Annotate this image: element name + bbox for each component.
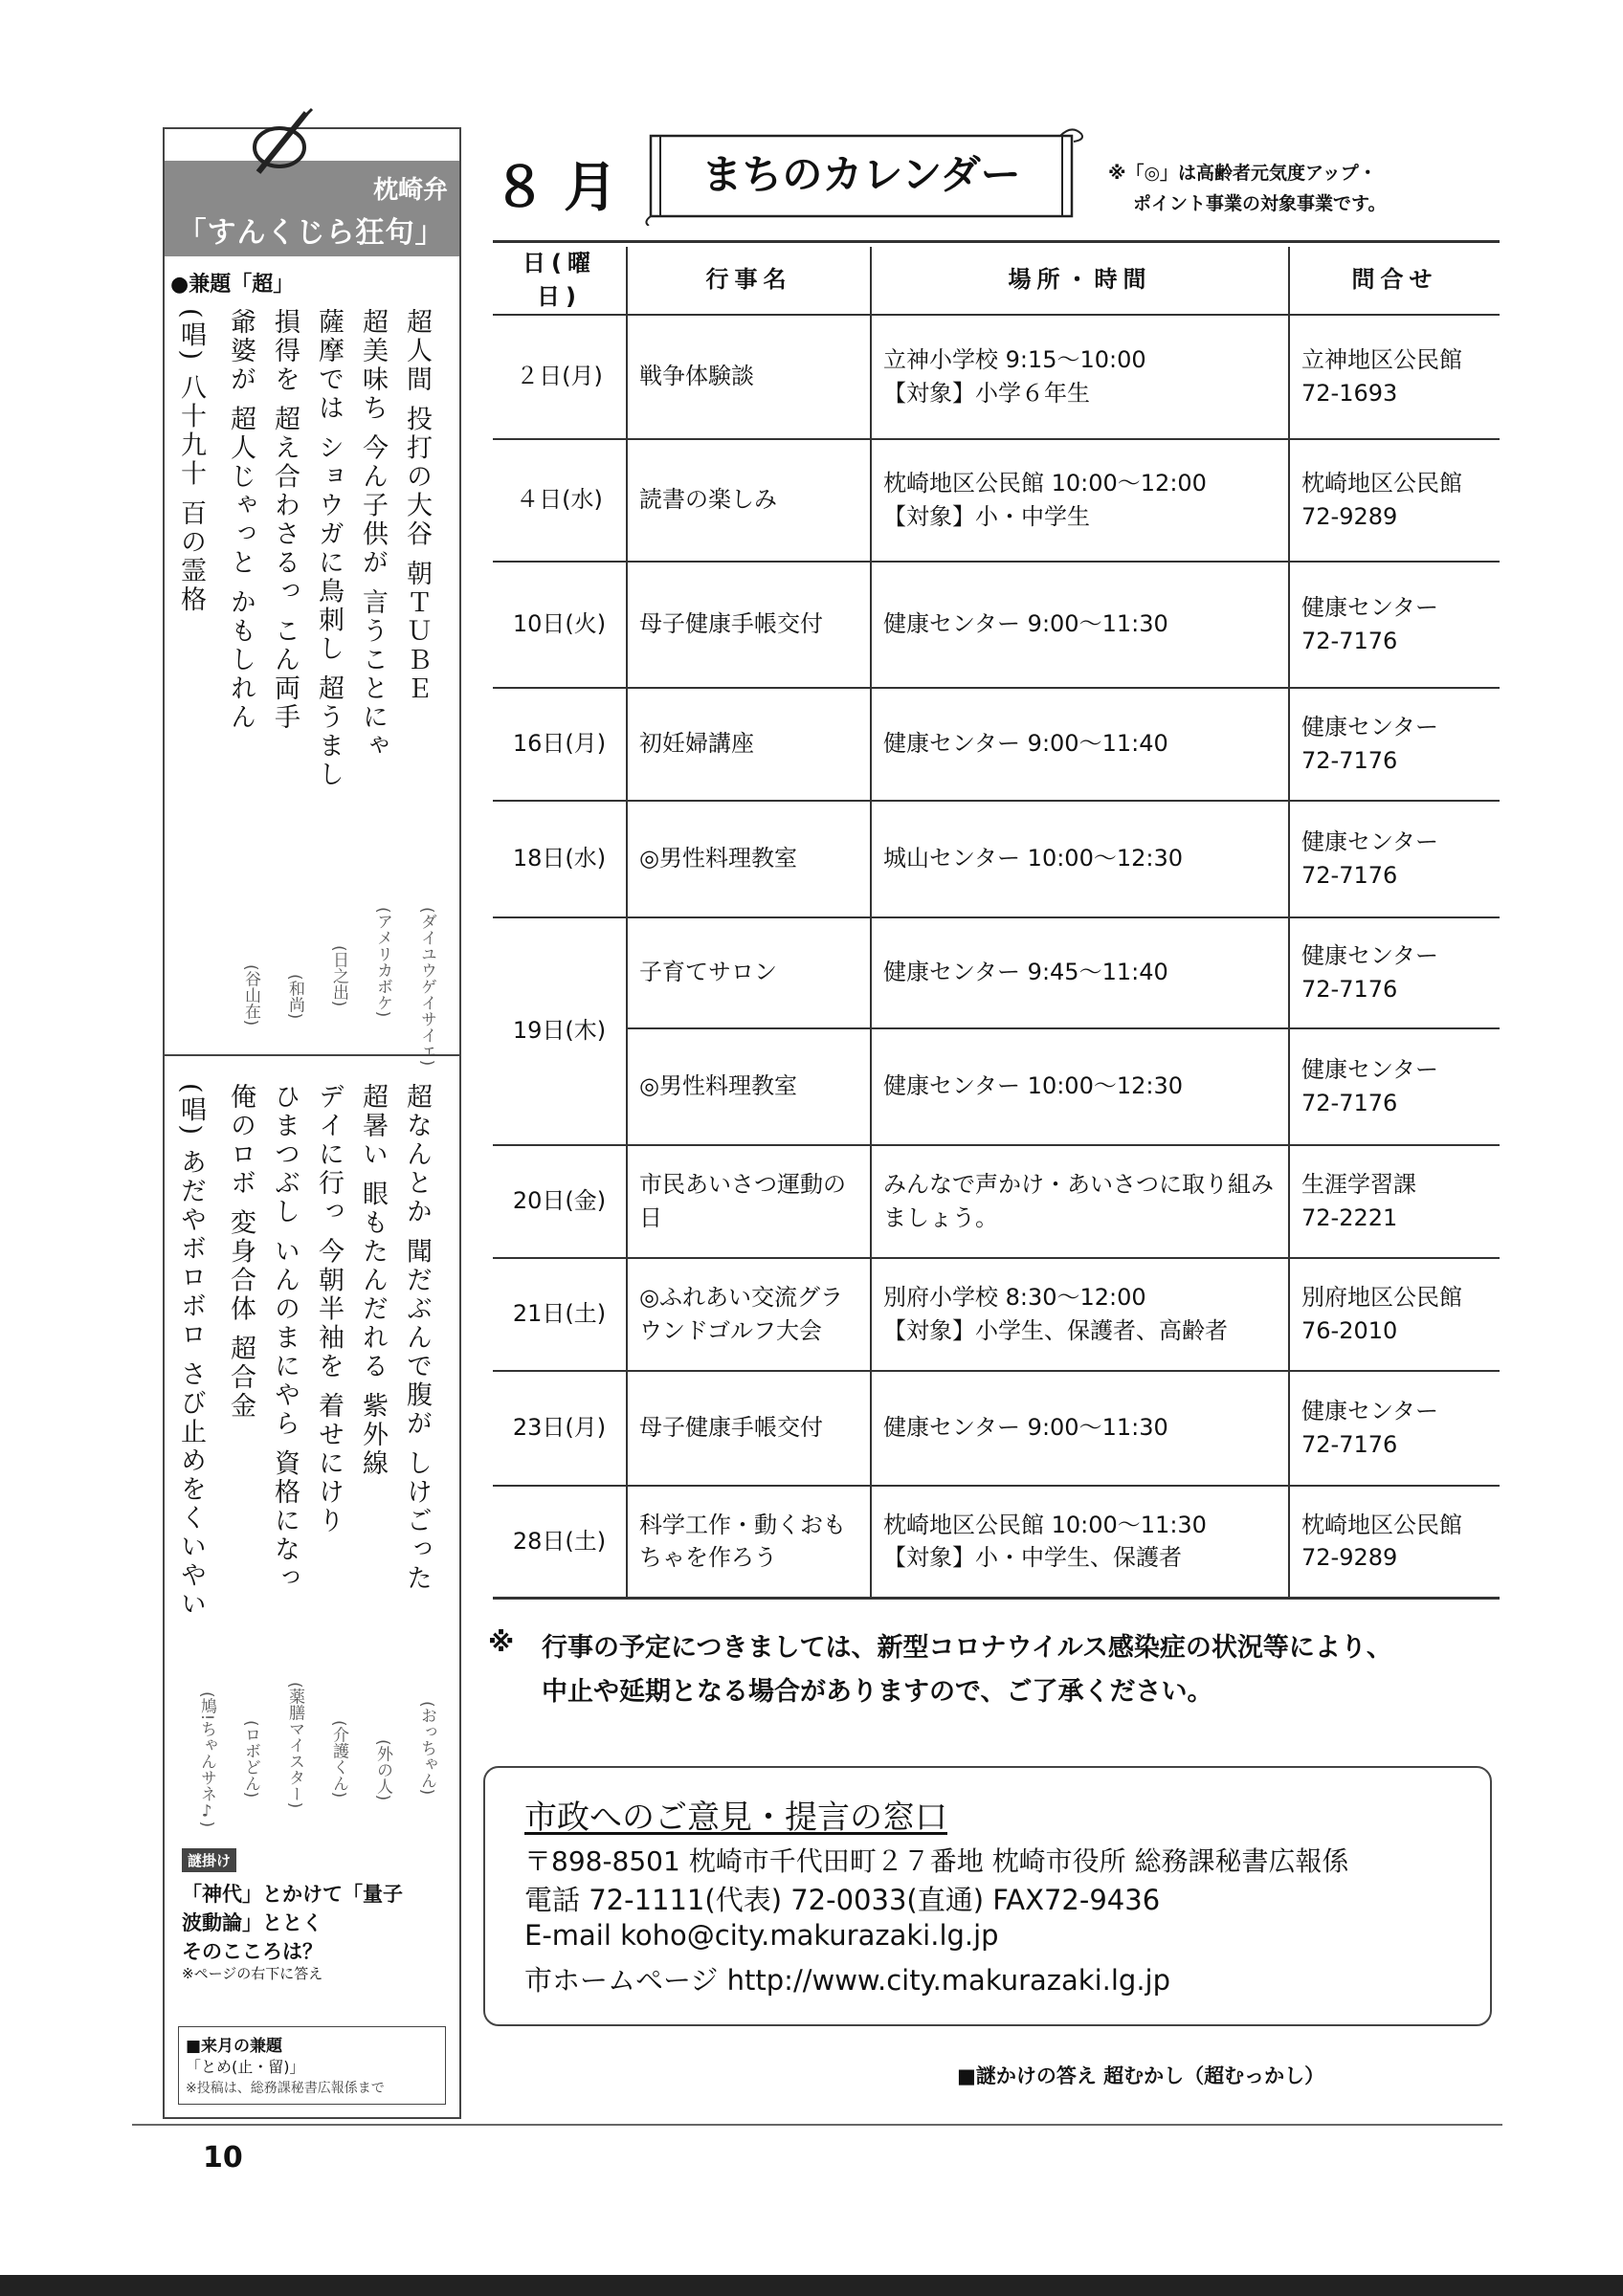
footnote-mark: ※ — [488, 1626, 515, 1658]
place-line: 健康センター 9:45～11:40 — [883, 959, 1168, 986]
month-label: ８月 — [493, 156, 634, 219]
event-name: 母子健康手帳交付 — [627, 1371, 871, 1486]
senryu-author: (和尚) — [285, 974, 304, 1020]
table-row — [493, 1258, 1500, 1371]
place-line: 城山センター 10:00～12:30 — [883, 845, 1183, 872]
event-contact — [1289, 688, 1500, 801]
event-place — [871, 1258, 1289, 1371]
footnote-text: 中止や延期となる場合がありますので、ご了承ください。 — [542, 1677, 1213, 1707]
calendar-title: まちのカレンダー — [701, 151, 1021, 198]
column-header-date: 日(曜日) — [493, 247, 627, 315]
event-date: 19日(木) — [493, 917, 627, 1145]
contact-phone: 72-7176 — [1301, 861, 1398, 889]
event-name: 科学工作・動くおもちゃを作ろう — [627, 1486, 871, 1599]
place-line: 別府小学校 8:30～12:00 — [883, 1283, 1146, 1311]
senryu-verse: 薩摩では ショウガに鳥刺し 超うまし — [314, 308, 344, 790]
opinion-phone: 電話 72-1111(代表) 72-0033(直通) FAX72-9436 — [524, 1884, 1161, 1916]
senryu-author: (鳩!ちゃんサネ♪) — [197, 1691, 216, 1828]
event-calendar-table — [493, 247, 1500, 1600]
senryu-verse: 超美味ち 今ん子供が 言うことにゃ — [358, 308, 388, 762]
opinion-address: 〒898-8501 枕崎市千代田町２７番地 枕崎市役所 総務課秘書広報係 — [524, 1845, 1349, 1877]
header-note: ※「◎」は高齢者元気度アップ・ — [1108, 163, 1377, 184]
table-row — [493, 917, 1500, 1028]
place-line: 【対象】小・中学生 — [883, 502, 1090, 530]
contact-name: 健康センター — [1301, 1397, 1439, 1424]
place-line: 枕崎地区公民館 10:00～12:00 — [883, 469, 1207, 497]
place-line: 【対象】小・中学生、保護者 — [883, 1544, 1182, 1572]
event-place — [871, 315, 1289, 439]
section-divider — [165, 1054, 459, 1056]
event-contact — [1289, 1028, 1500, 1145]
contact-phone: 72-7176 — [1301, 1430, 1398, 1458]
event-date: 20日(金) — [493, 1145, 627, 1258]
event-name: ◎ふれあい交流グラウンドゴルフ大会 — [627, 1258, 871, 1371]
header-note: ポイント事業の対象事業です。 — [1133, 193, 1387, 214]
event-name: ◎男性料理教室 — [627, 801, 871, 917]
footnote-text: 行事の予定につきましては、新型コロナウイルス感染症の状況等により、 — [542, 1633, 1392, 1663]
senryu-verse: 爺婆が 超人じゃっと かもしれん — [226, 308, 256, 733]
contact-name: 生涯学習課 — [1301, 1170, 1416, 1198]
senryu-chant: (唱) あだやボロボロ さび止めをくいやい — [176, 1083, 206, 1620]
event-contact — [1289, 562, 1500, 688]
senryu-author: (ダイユウゲイサイエ) — [417, 907, 436, 1067]
event-name: 読書の楽しみ — [627, 439, 871, 562]
event-place — [871, 439, 1289, 562]
table-row — [493, 1371, 1500, 1486]
table-row — [493, 315, 1500, 439]
senryu-verse: デイに行っ 今朝半袖を 着せにけり — [314, 1083, 344, 1536]
contact-name: 健康センター — [1301, 828, 1439, 855]
contact-phone: 72-7176 — [1301, 1089, 1398, 1116]
senryu-author: (介護くん) — [329, 1720, 348, 1799]
contact-phone: 76-2010 — [1301, 1316, 1398, 1344]
contact-name: 健康センター — [1301, 941, 1439, 969]
riddle-text: そのこころは？ — [182, 1940, 322, 1963]
event-place — [871, 801, 1289, 917]
senryu-author: (アメリカボケ) — [373, 907, 392, 1018]
contact-name: 枕崎地区公民館 — [1301, 469, 1462, 497]
place-line: 健康センター 9:00～11:30 — [883, 610, 1168, 638]
theme-label: ●兼題「超」 — [170, 273, 295, 297]
next-theme-note: ※投稿は、総務課秘書広報係まで — [186, 2081, 385, 2096]
next-theme-heading: ■来月の兼題 — [186, 2037, 283, 2056]
table-row — [493, 801, 1500, 917]
contact-name: 別府地区公民館 — [1301, 1283, 1462, 1311]
table-row — [493, 562, 1500, 688]
senryu-verse: 超なんとか 聞だぶんで腹が しけごった — [402, 1083, 432, 1594]
page-bottom-rule — [132, 2124, 1502, 2126]
senryu-author: (ロボどん) — [241, 1720, 260, 1799]
contact-name: 健康センター — [1301, 593, 1439, 621]
riddle-badge: 謎掛け — [182, 1848, 236, 1872]
event-name: 市民あいさつ運動の日 — [627, 1145, 871, 1258]
contact-phone: 72-7176 — [1301, 746, 1398, 774]
event-name: 母子健康手帳交付 — [627, 562, 871, 688]
contact-phone: 72-7176 — [1301, 627, 1398, 654]
event-name: 子育てサロン — [627, 917, 871, 1028]
event-place — [871, 562, 1289, 688]
place-line: 【対象】小学生、保護者、高齢者 — [883, 1316, 1228, 1344]
senryu-verse: 俺のロボ 変身合体 超合金 — [226, 1083, 256, 1422]
event-place — [871, 1371, 1289, 1486]
event-date: 21日(土) — [493, 1258, 627, 1371]
table-row — [493, 439, 1500, 562]
event-place — [871, 688, 1289, 801]
contact-phone: 72-9289 — [1301, 502, 1398, 530]
senryu-verse: 超暑い 眼もたんだれる 紫外線 — [358, 1083, 388, 1479]
contact-phone: 72-9289 — [1301, 1544, 1398, 1572]
event-contact — [1289, 1486, 1500, 1599]
senryu-title-sub: 枕崎弁 — [372, 176, 448, 205]
event-date: 10日(火) — [493, 562, 627, 688]
contact-name: 枕崎地区公民館 — [1301, 1511, 1462, 1538]
senryu-verse: 超人間 投打の大谷 朝ＴＵＢＥ — [402, 308, 432, 704]
table-header-row — [493, 247, 1500, 315]
contact-name: 健康センター — [1301, 713, 1439, 740]
senryu-chant: (唱) 八十九十 百の霊格 — [176, 308, 206, 615]
contact-phone: 72-1693 — [1301, 379, 1398, 407]
riddle-answer: ■謎かけの答え 超むかし（超むっかし） — [957, 2064, 1325, 2087]
place-line: 枕崎地区公民館 10:00～11:30 — [883, 1511, 1207, 1538]
column-header-event: 行事名 — [627, 247, 871, 315]
senryu-author: (薬膳マイスター) — [285, 1682, 304, 1809]
table-top-rule — [493, 240, 1500, 243]
event-place — [871, 1028, 1289, 1145]
senryu-author: (おっちゃん) — [417, 1701, 436, 1796]
place-line: 健康センター 10:00～12:30 — [883, 1072, 1183, 1100]
event-place — [871, 1145, 1289, 1258]
event-contact — [1289, 1145, 1500, 1258]
senryu-author: (日之出) — [329, 945, 348, 1007]
place-line: 健康センター 9:00～11:40 — [883, 730, 1168, 758]
next-theme-value: 「とめ(止・留)」 — [186, 2058, 305, 2076]
senryu-author: (外の人) — [373, 1739, 392, 1801]
table-row — [493, 688, 1500, 801]
event-name: ◎男性料理教室 — [627, 1028, 871, 1145]
page-number: 10 — [203, 2141, 243, 2175]
opinion-website[interactable]: 市ホームページ http://www.city.makurazaki.lg.jp — [524, 1964, 1171, 1997]
contact-name: 立神地区公民館 — [1301, 345, 1462, 373]
event-date: 18日(水) — [493, 801, 627, 917]
place-line: みんなで声かけ・あいさつに取り組みましょう。 — [883, 1170, 1274, 1231]
scan-edge — [0, 2275, 1623, 2296]
senryu-title: 「すんくじら狂句」 — [177, 216, 445, 250]
opinion-email[interactable]: E-mail koho@city.makurazaki.lg.jp — [524, 1919, 999, 1952]
contact-phone: 72-2221 — [1301, 1203, 1398, 1231]
event-contact — [1289, 315, 1500, 439]
riddle-text: 「神代」とかけて「量子 — [182, 1883, 403, 1906]
riddle-text: 波動論」ととく — [182, 1911, 322, 1934]
event-contact — [1289, 1258, 1500, 1371]
event-name: 戦争体験談 — [627, 315, 871, 439]
column-header-contact: 問合せ — [1289, 247, 1500, 315]
table-row — [493, 1028, 1500, 1145]
event-contact — [1289, 1371, 1500, 1486]
place-line: 立神小学校 9:15～10:00 — [883, 345, 1146, 373]
contact-name: 健康センター — [1301, 1055, 1439, 1083]
event-date: 16日(月) — [493, 688, 627, 801]
event-name: 初妊婦講座 — [627, 688, 871, 801]
contact-phone: 72-7176 — [1301, 975, 1398, 1003]
event-date: 23日(月) — [493, 1371, 627, 1486]
senryu-verse: 損得を 超え合わさるっ こん両手 — [270, 308, 300, 733]
column-header-place: 場所・時間 — [871, 247, 1289, 315]
event-contact — [1289, 439, 1500, 562]
table-row — [493, 1145, 1500, 1258]
event-date: 28日(土) — [493, 1486, 627, 1599]
place-line: 健康センター 9:00～11:30 — [883, 1414, 1168, 1442]
event-date: ２日(月) — [493, 315, 627, 439]
senryu-verse: ひまつぶし いんのまにやら 資格になっ — [270, 1083, 300, 1594]
event-contact — [1289, 917, 1500, 1028]
event-contact — [1289, 801, 1500, 917]
event-place — [871, 917, 1289, 1028]
senryu-author: (谷山在) — [241, 964, 260, 1027]
place-line: 【対象】小学６年生 — [883, 379, 1090, 407]
event-place — [871, 1486, 1289, 1599]
table-row — [493, 1486, 1500, 1599]
riddle-note: ※ページの右下に答え — [182, 1965, 323, 1982]
opinion-title: 市政へのご意見・提言の窓口 — [524, 1799, 947, 1837]
event-date: ４日(水) — [493, 439, 627, 562]
